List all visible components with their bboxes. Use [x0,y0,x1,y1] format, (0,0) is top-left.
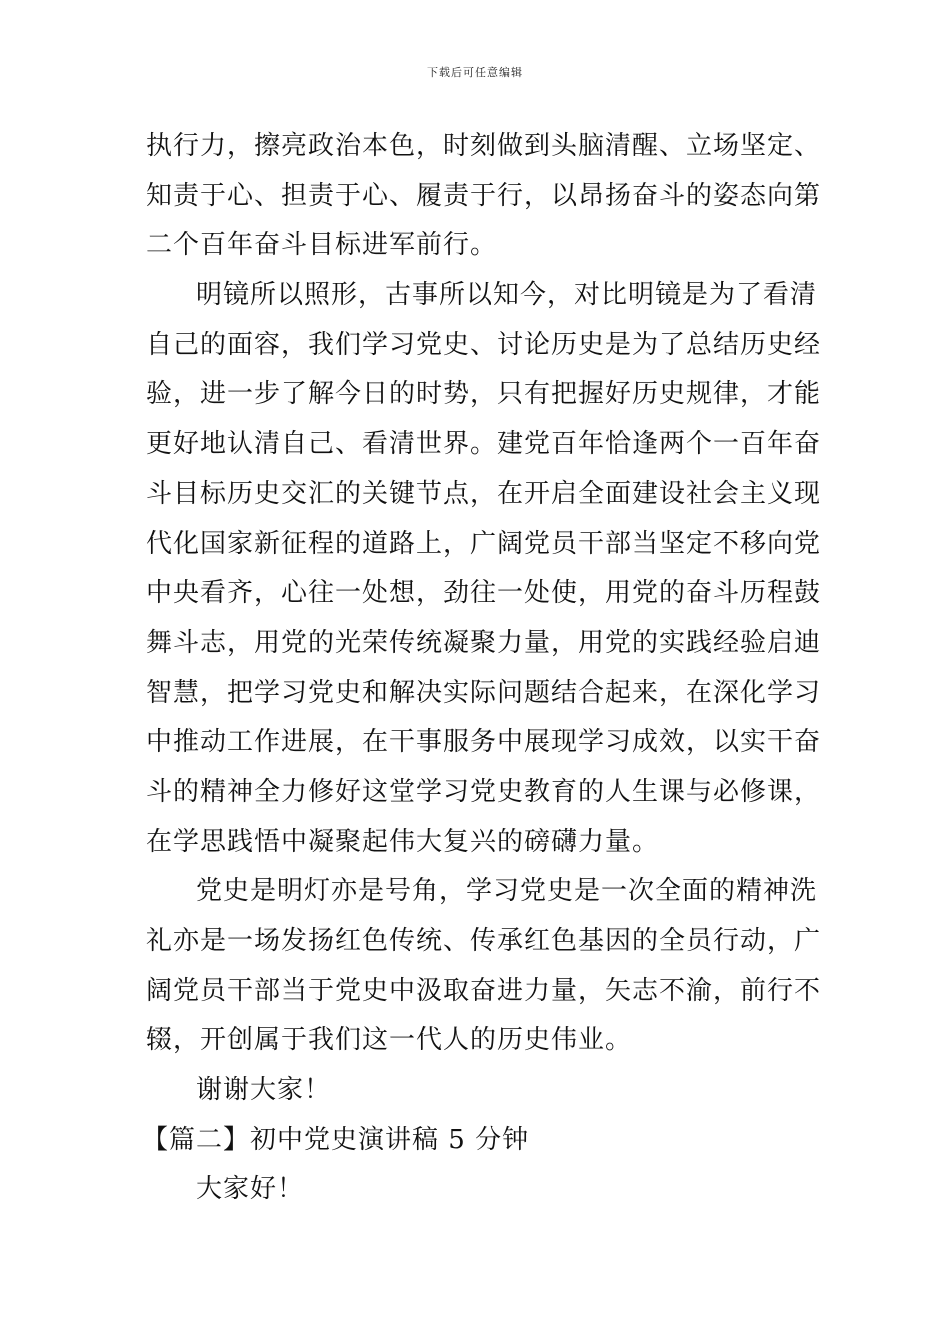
closing-thanks: 谢谢大家！ [196,1075,332,1106]
paragraph-3-line-4: 辍，开创属于我们这一代人的历史伟业。 [146,1025,633,1056]
page-header: 下载后可任意编辑 [427,66,523,79]
paragraph-2-line-5: 斗目标历史交汇的关键节点，在开启全面建设社会主义现 [146,478,822,509]
paragraph-2-line-2: 自己的面容，我们学习党史、讨论历史是为了总结历史经 [146,329,822,360]
paragraph-2-line-10: 中推动工作进展，在干事服务中展现学习成效，以实干奋 [146,727,822,758]
paragraph-2-line-9: 智慧，把学习党史和解决实际问题结合起来，在深化学习 [146,677,822,708]
paragraph-1-line-2: 知责于心、担责于心、履责于行，以昂扬奋斗的姿态向第 [146,180,822,211]
paragraph-2-line-6: 代化国家新征程的道路上，广阔党员干部当坚定不移向党 [146,528,822,559]
paragraph-3-line-2: 礼亦是一场发扬红色传统、传承红色基因的全员行动，广 [146,926,822,956]
paragraph-2-line-12: 在学思践悟中凝聚起伟大复兴的磅礴力量。 [146,826,660,857]
paragraph-2-line-1: 明镜所以照形，古事所以知今，对比明镜是为了看清 [196,280,818,311]
paragraph-2-line-8: 舞斗志，用党的光荣传统凝聚力量，用党的实践经验启迪 [146,627,822,658]
greeting: 大家好！ [196,1174,305,1205]
paragraph-3-line-1: 党史是明灯亦是号角，学习党史是一次全面的精神洗 [196,876,818,907]
paragraph-2-line-7: 中央看齐，心往一处想，劲往一处使，用党的奋斗历程鼓 [146,578,822,609]
paragraph-3-line-3: 阔党员干部当于党史中汲取奋进力量，矢志不渝，前行不 [146,975,822,1006]
paragraph-2-line-11: 斗的精神全力修好这堂学习党史教育的人生课与必修课， [146,776,822,807]
section-heading: 【篇二】初中党史演讲稿 5 分钟 [142,1124,530,1155]
paragraph-2-line-4: 更好地认清自己、看清世界。建党百年恰逢两个一百年奋 [146,429,822,460]
document-body [142,122,822,1215]
paragraph-2-line-3: 验，进一步了解今日的时势，只有把握好历史规律，才能 [146,379,822,410]
paragraph-1-line-3: 二个百年奋斗目标进军前行。 [146,230,498,261]
paragraph-1-line-1: 执行力，擦亮政治本色，时刻做到头脑清醒、立场坚定、 [146,131,822,161]
